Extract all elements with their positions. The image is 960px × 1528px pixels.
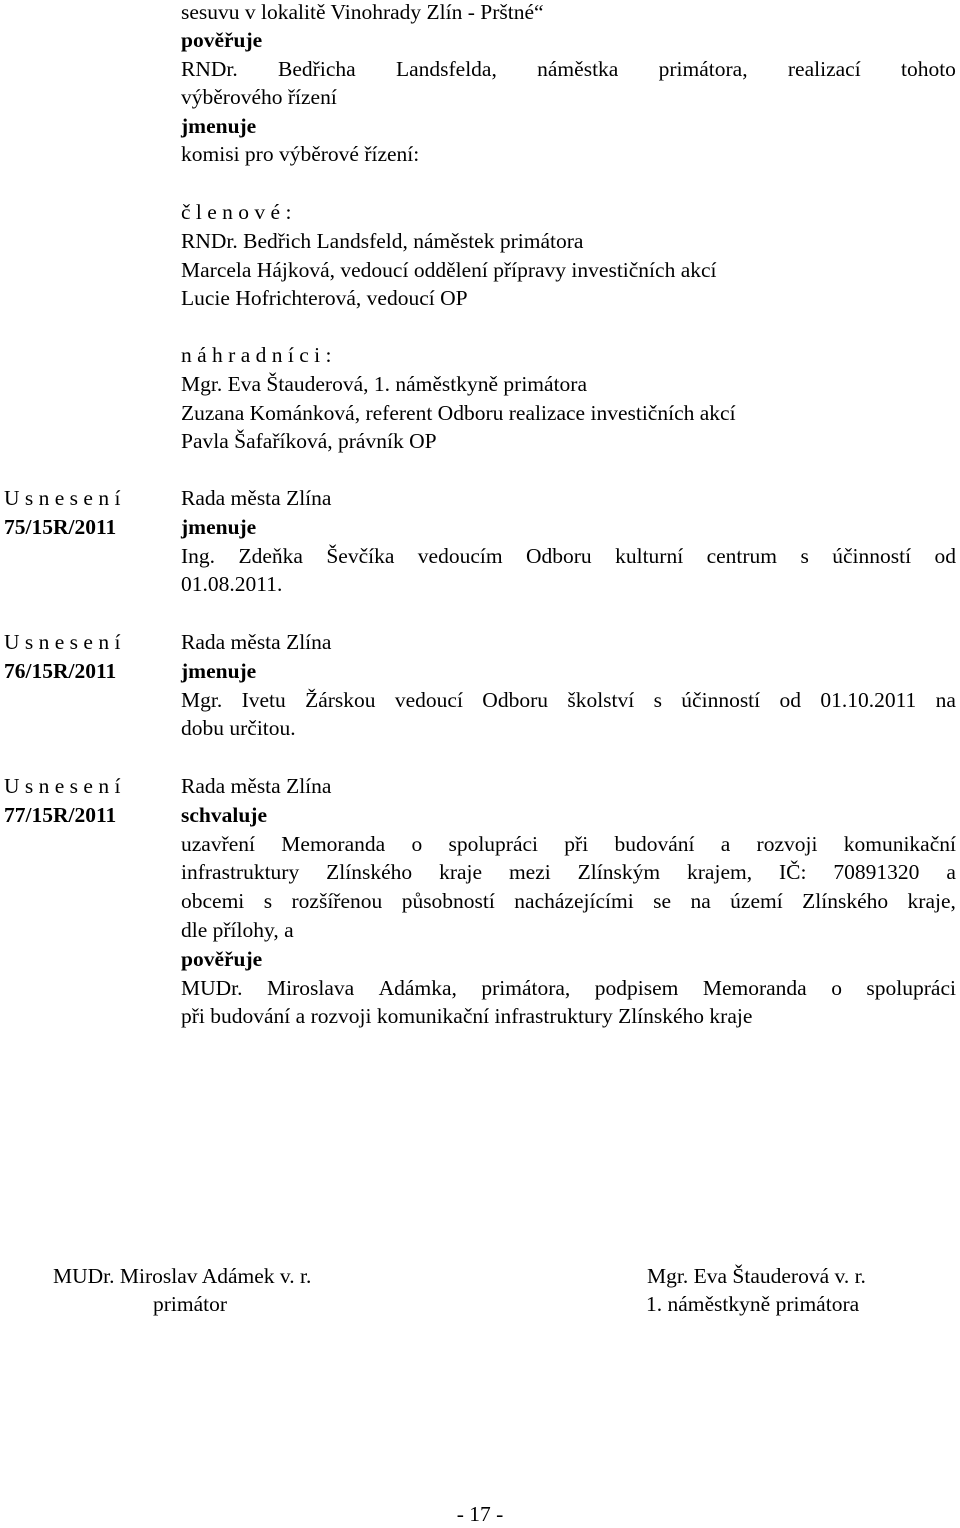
resolution-label: U s n e s e n í	[4, 774, 121, 798]
resolution-number: 76/15R/2011	[4, 659, 117, 683]
resolution-text: při budování a rozvoji komunikační infrastruktury Zlínského kraje	[181, 1004, 753, 1028]
verb-jmenuje: jmenuje	[181, 114, 257, 138]
resolution-text: MUDr. Miroslava Adámka, primátora, podpisem Memoranda o spolupráci	[181, 976, 956, 1000]
resolution-text: obcemi s rozšířenou působností nacházejícími se na území Zlínského kraje,	[181, 889, 956, 913]
resolution-text: dle přílohy, a	[181, 918, 294, 942]
resolution-label: U s n e s e n í	[4, 630, 121, 654]
signature-right-name: Mgr. Eva Štauderová v. r.	[647, 1264, 866, 1288]
resolution-label: U s n e s e n í	[4, 486, 121, 510]
resolution-verb: jmenuje	[181, 515, 257, 539]
signature-right-title: 1. náměstkyně primátora	[646, 1292, 860, 1316]
resolution-number: 75/15R/2011	[4, 515, 117, 539]
signature-left-name: MUDr. Miroslav Adámek v. r.	[53, 1264, 312, 1288]
members-heading: č l e n o v é :	[181, 200, 292, 224]
substitute-item: Mgr. Eva Štauderová, 1. náměstkyně primátora	[181, 372, 588, 396]
resolution-verb: pověřuje	[181, 947, 263, 971]
member-item: Marcela Hájková, vedoucí oddělení přípravy investičních akcí	[181, 258, 717, 282]
verb-poveruje: pověřuje	[181, 28, 263, 52]
resolution-verb: schvaluje	[181, 803, 267, 827]
resolution-text: uzavření Memoranda o spolupráci při budování a rozvoji komunikační	[181, 832, 956, 856]
resolution-text: 01.08.2011.	[181, 572, 283, 596]
signature-left-title: primátor	[153, 1292, 228, 1316]
intro-line-1: sesuvu v lokalitě Vinohrady Zlín - Prštné“	[181, 0, 544, 24]
resolution-text: Mgr. Ivetu Žárskou vedoucí Odboru školství s účinností od 01.10.2011 na	[181, 688, 956, 712]
intro-line-2: RNDr. Bedřicha Landsfelda, náměstka primátora, realizací tohoto	[181, 57, 956, 81]
substitute-item: Zuzana Kománková, referent Odboru realizace investičních akcí	[181, 401, 736, 425]
substitute-item: Pavla Šafaříková, právník OP	[181, 429, 437, 453]
member-item: Lucie Hofrichterová, vedoucí OP	[181, 286, 468, 310]
council-name: Rada města Zlína	[181, 486, 332, 510]
resolution-text: infrastruktury Zlínského kraje mezi Zlínským krajem, IČ: 70891320 a	[181, 860, 956, 884]
page-number: - 17 -	[456, 1502, 504, 1526]
intro-line-3: výběrového řízení	[181, 85, 337, 109]
council-name: Rada města Zlína	[181, 630, 332, 654]
intro-line-4: komisi pro výběrové řízení:	[181, 142, 420, 166]
council-name: Rada města Zlína	[181, 774, 332, 798]
resolution-text: Ing. Zdeňka Ševčíka vedoucím Odboru kulturní centrum s účinností od	[181, 544, 956, 568]
member-item: RNDr. Bedřich Landsfeld, náměstek primátora	[181, 229, 584, 253]
resolution-text: dobu určitou.	[181, 716, 296, 740]
resolution-number: 77/15R/2011	[4, 803, 117, 827]
resolution-verb: jmenuje	[181, 659, 257, 683]
substitutes-heading: n á h r a d n í c i :	[181, 343, 332, 367]
